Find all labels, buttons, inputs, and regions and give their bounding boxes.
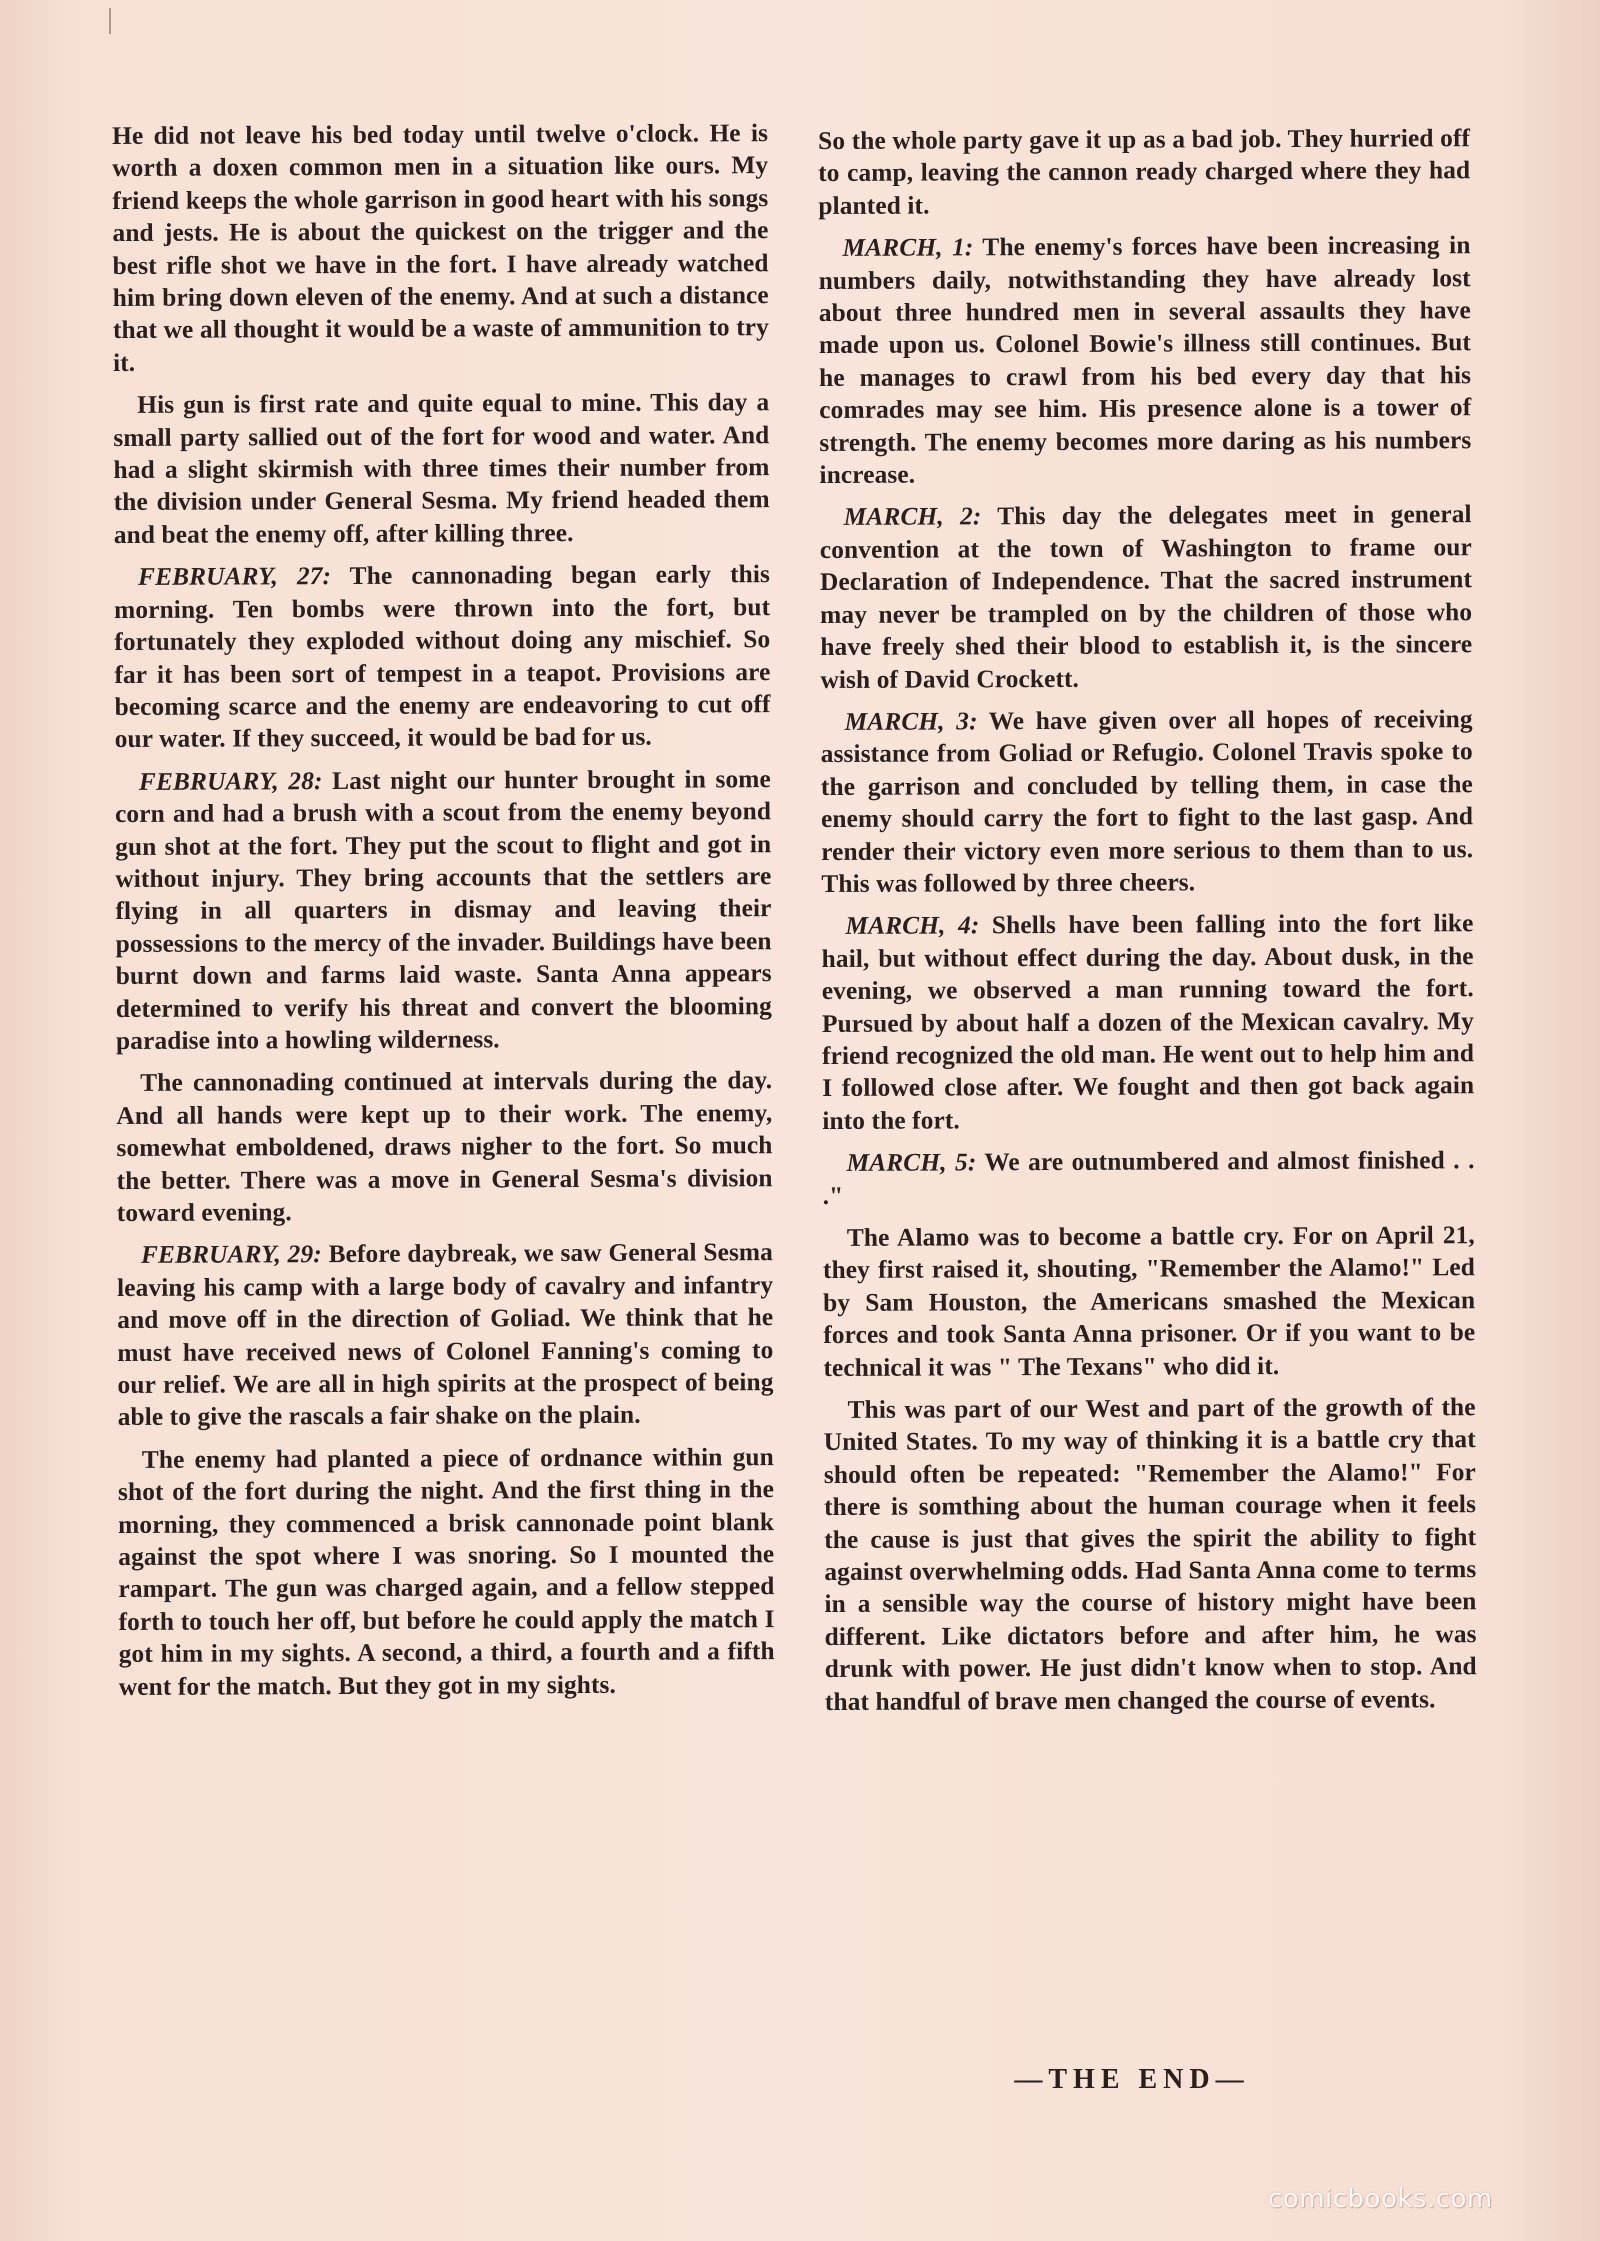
paragraph: MARCH, 4: Shells have been falling into the fort like hail, but without effect during the day. About dusk, in the evening, we observed a man running toward the fort. Pursued by about half a dozen of the Mexican cavalry. My friend recognized the old man. He went out to help him and I followed close after. We fought and then got back again into the fort.	[821, 909, 1475, 1135]
paragraph: FEBRUARY, 29: Before daybreak, we saw General Sesma leaving his camp with a large body of cavalry and infantry and move off in the direction of Goliad. We think that he must have received news of Colonel Fanning's coming to our relief. We are all in high spirits at the prospect of being able to give the rascals a fair shake on the plain.	[117, 1238, 774, 1432]
paragraph: He did not leave his bed today until twelve o'clock. He is worth a doxen common men in a situation like ours. My friend keeps the whole garrison in good heart with his songs and jests. He is about the quickest on the trigger and the best rifle shot we have in the fort. I have already watched him bring down eleven of the enemy. And at such a distance that we all thought it would be a waste of ammunition to try it.	[112, 119, 769, 377]
date-heading: FEBRUARY, 28:	[138, 766, 323, 796]
paragraph: His gun is first rate and quite equal to mine. This day a small party sallied out of the fort for wood and water. And had a slight skirmish with three times their number from the division under General Sesma. My friend headed them and beat the enemy off, after killing three.	[113, 388, 770, 549]
paragraph: So the whole party gave it up as a bad job. They hurried off to camp, leaving the cannon ready charged where they had planted it.	[818, 124, 1471, 220]
paragraph: FEBRUARY, 27: The cannonading began early this morning. Ten bombs were thrown into the fort, but fortunately they exploded without doing any mischief. So far it has been sort of tempest in a teapot. Provisions are becoming scarce and the enemy are endeavoring to cut off our water. If they succeed, it would be bad for us.	[114, 560, 771, 754]
paragraph: The Alamo was to become a battle cry. For on April 21, they first raised it, shouting, "Remember the Alamo!" Led by Sam Houston, the Americans smashed the Mexican forces and took Santa Anna prisoner. Or if you want to be technical it was " The Texans" who did it.	[822, 1221, 1476, 1382]
left-column	[112, 117, 775, 1713]
paragraph: The cannonading continued at intervals during the day. And all hands were kept up to their work. The enemy, somewhat emboldened, draws nigher to the fort. So much the better. There was a move in General Sesma's division toward evening.	[116, 1066, 773, 1227]
paragraph: MARCH, 1: The enemy's forces have been increasing in numbers daily, notwithstanding they have already lost about three hundred men in several assaults they have made upon us. Colonel Bowie's illness still continues. But he manages to crawl from his bed every day that his comrades may see him. His presence alone is a tower of strength. The enemy becomes more daring as his numbers increase.	[818, 231, 1472, 490]
right-column	[818, 122, 1477, 1728]
paragraph: MARCH, 3: We have given over all hopes of receiving assistance from Goliad or Refugio. Colonel Travis spoke to the garrison and concluded by telling them, in case the enemy should carry the fort to fight to the last gasp. And render their victory even more serious to them than to us. This was followed by three cheers.	[820, 705, 1474, 898]
date-heading: MARCH, 5:	[846, 1148, 977, 1178]
paragraph: FEBRUARY, 28: Last night our hunter brought in some corn and had a brush with a scout from the enemy beyond gun shot at the fort. They put the scout to flight and got in without injury. They bring accounts that the settlers are flying in all quarters in dismay and leaving their possessions to the mercy of the invader. Buildings have been burnt down and farms laid waste. Santa Anna appears determined to verify his threat and convert the blooming paradise into a howling wilderness.	[114, 764, 772, 1055]
paragraph: This was part of our West and part of the growth of the United States. To my way of thinking it is a battle cry that should often be repeated: "Remember the Alamo!" For there is somthing about the human courage when it feels the cause is just that gives the spirit the ability to fight against overwhelming odds. Had Santa Anna come to terms in a sensible way the course of history might have been different. Like dictators before and after him, he was drunk with power. He just didn't know when to stop. And that handful of brave men changed the course of events.	[823, 1393, 1477, 1716]
date-heading: MARCH, 1:	[842, 233, 974, 263]
watermark-logo: comicbooks.com	[1268, 2184, 1493, 2214]
paragraph: MARCH, 2: This day the delegates meet in general convention at the town of Washington to frame our Declaration of Independence. That the sacred instrument may never be trampled on by the children of those who have freely shed their blood to establish it, is the sincere wish of David Crockett.	[819, 500, 1473, 694]
paragraph: The enemy had planted a piece of ordnance within gun shot of the fort during the night. And the first thing in the morning, they commenced a brisk cannonade point blank against the spot where I was snoring. So I mounted the rampart. The gun was charged again, and a fellow stepped forth to touch her off, but before he could apply the match I got him in my sights. A second, a third, a fourth and a fifth went for the match. But they got in my sights.	[117, 1442, 775, 1701]
ink-mark	[109, 8, 111, 34]
date-heading: FEBRUARY, 29:	[140, 1240, 322, 1270]
date-heading: MARCH, 4:	[845, 911, 980, 941]
date-heading: FEBRUARY, 27:	[137, 562, 332, 592]
paragraph: MARCH, 5: We are outnumbered and almost finished . . ."	[822, 1146, 1475, 1210]
date-heading: MARCH, 2:	[843, 502, 982, 532]
date-heading: MARCH, 3:	[844, 707, 978, 736]
the-end-label: —THE END—	[1014, 2064, 1250, 2095]
